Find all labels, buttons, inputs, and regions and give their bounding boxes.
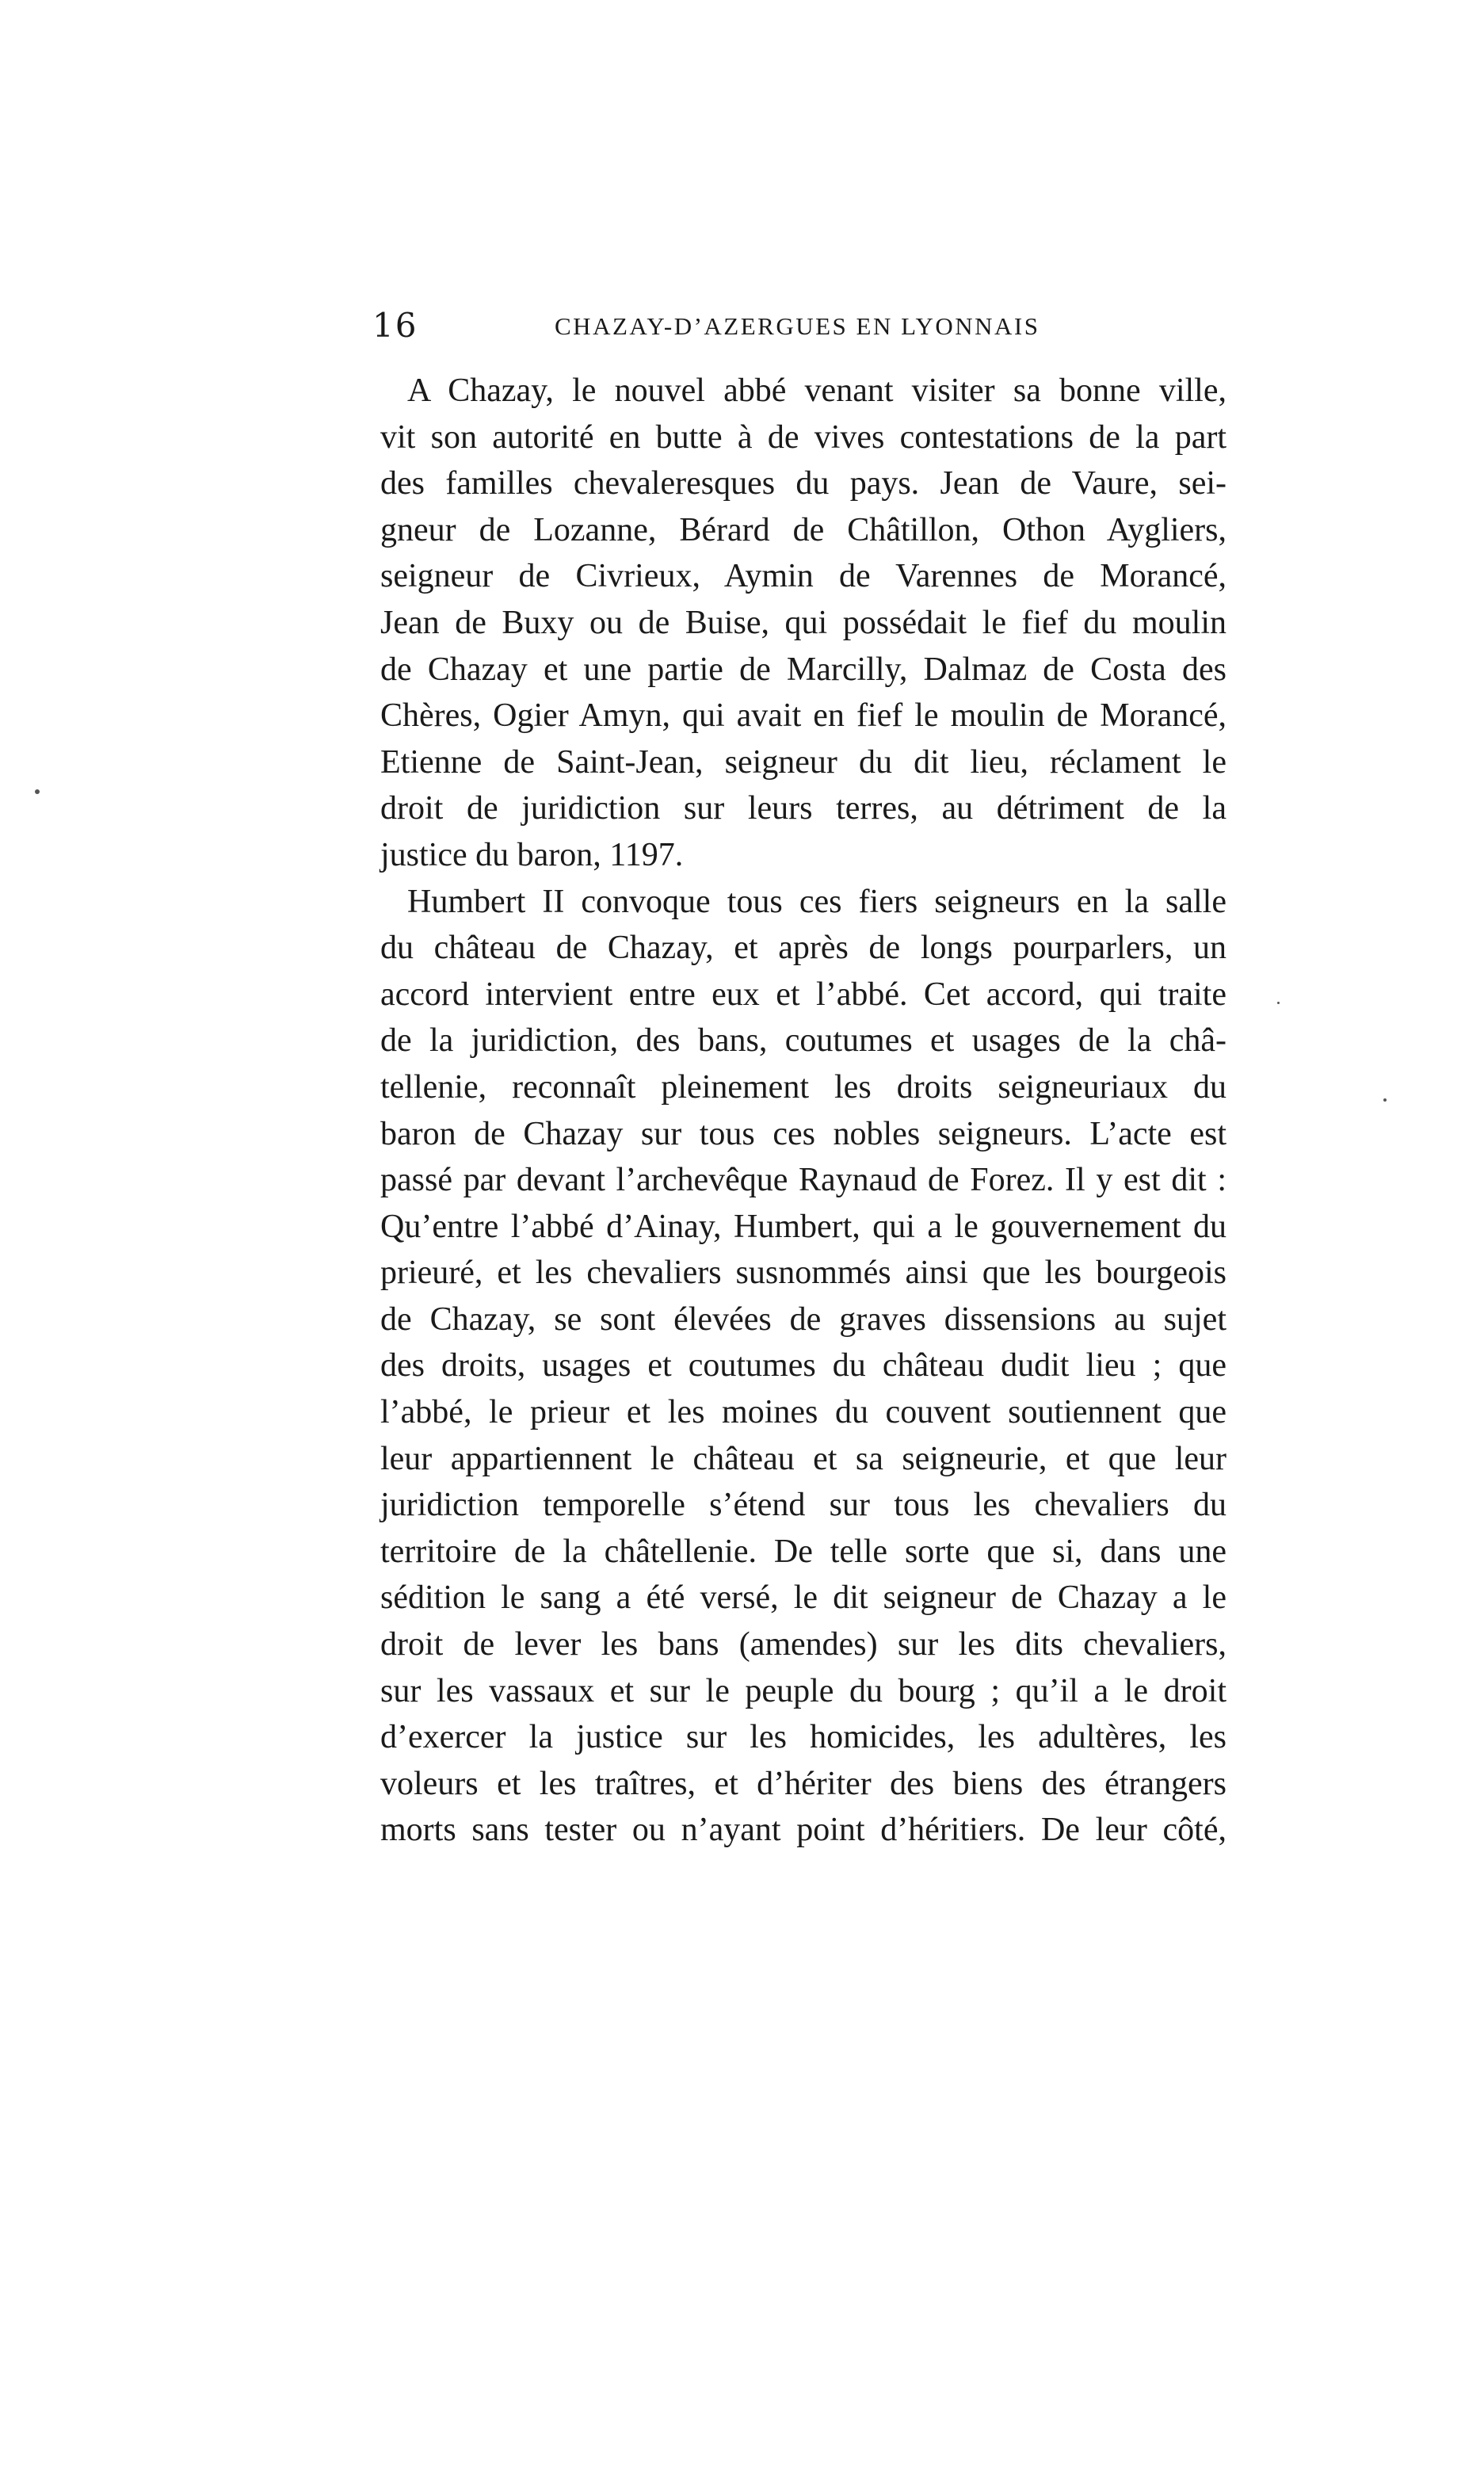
print-speck [1277,1002,1280,1004]
text-line: du château de Chazay, et après de longs pourparlers, un [380,930,1226,967]
text-line: baron de Chazay sur tous ces nobles seigneurs. L’acte est [380,1115,1226,1152]
text-line: A Chazay, le nouvel abbé venant visiter sa bonne ville, [407,372,1226,409]
text-line: Qu’entre l’abbé d’Ainay, Humbert, qui a le gouvernement du [380,1208,1226,1245]
text-line: accord intervient entre eux et l’abbé. Cet accord, qui traite [380,976,1226,1013]
text-line: juridiction temporelle s’étend sur tous les chevaliers du [380,1487,1226,1524]
running-title: CHAZAY-D’AZERGUES EN LYONNAIS [555,312,1040,340]
print-speck [35,789,40,794]
page-header [364,306,1236,353]
text-line: Etienne de Saint-Jean, seigneur du dit lieu, réclament le [380,743,1226,781]
text-line: prieuré, et les chevaliers susnommés ainsi que les bourgeois [380,1255,1226,1292]
text-line: voleurs et les traîtres, et d’hériter des biens des étrangers [380,1765,1226,1802]
text-line: Humbert II convoque tous ces fiers seigneurs en la salle [407,883,1226,920]
paragraph-1 [380,368,1226,879]
text-line: territoire de la châtellenie. De telle sorte que si, dans une [380,1533,1226,1570]
text-line: seigneur de Civrieux, Aymin de Varennes de Morancé, [380,558,1226,595]
text-line: leur appartiennent le château et sa seigneurie, et que leur [380,1440,1226,1477]
text-line: de Chazay et une partie de Marcilly, Dalmaz de Costa des [380,651,1226,688]
page-number: 16 [372,306,418,345]
text-line: l’abbé, le prieur et les moines du couvent soutiennent que [380,1394,1226,1431]
text-line: vit son autorité en butte à de vives contestations de la part [380,418,1226,456]
text-line: Jean de Buxy ou de Buise, qui possédait le fief du moulin [380,604,1226,641]
text-line: gneur de Lozanne, Bérard de Châtillon, Othon Aygliers, [380,511,1226,548]
paragraph-2 [380,879,1226,1854]
text-line: tellenie, reconnaît pleinement les droits seigneuriaux du [380,1068,1226,1106]
print-speck [1383,1098,1387,1102]
body-text [380,368,1226,1854]
text-line: droit de juridiction sur leurs terres, au détriment de la [380,790,1226,827]
text-line: justice du baron, 1197. [380,836,684,873]
text-line: des familles chevaleresques du pays. Jean de Vaure, sei- [380,465,1226,502]
text-line: sur les vassaux et sur le peuple du bourg ; qu’il a le droit [380,1672,1226,1709]
text-line: de Chazay, se sont élevées de graves dissensions au sujet [380,1300,1226,1338]
text-line: des droits, usages et coutumes du château dudit lieu ; que [380,1347,1226,1384]
text-line: Chères, Ogier Amyn, qui avait en fief le moulin de Morancé, [380,697,1226,735]
text-line: d’exercer la justice sur les homicides, les adultères, les [380,1719,1226,1756]
text-line: morts sans tester ou n’ayant point d’héritiers. De leur côté, [380,1812,1226,1849]
text-line: sédition le sang a été versé, le dit seigneur de Chazay a le [380,1579,1226,1617]
text-line: droit de lever les bans (amendes) sur les dits chevaliers, [380,1626,1226,1663]
text-line: passé par devant l’archevêque Raynaud de Forez. Il y est dit : [380,1162,1226,1199]
text-line: de la juridiction, des bans, coutumes et usages de la châ- [380,1022,1226,1060]
